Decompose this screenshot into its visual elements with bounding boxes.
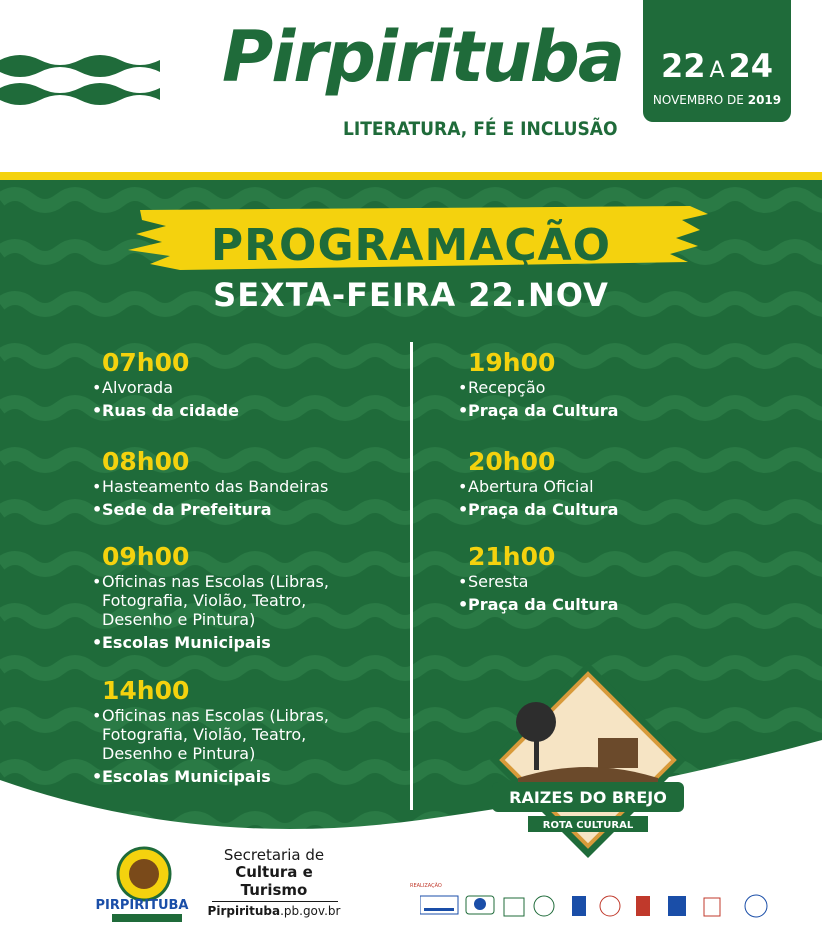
bullet-icon: • <box>458 401 469 420</box>
schedule-time: 14h00 <box>102 676 190 705</box>
bullet-icon: • <box>92 477 102 496</box>
date-year: 2019 <box>747 93 782 107</box>
website-domain-bold: Pirpirituba <box>207 904 281 918</box>
activity-line: Recepção <box>468 378 546 397</box>
yellow-divider <box>0 172 822 180</box>
location-text: Sede da Prefeitura <box>102 500 272 519</box>
schedule-activity <box>458 477 758 496</box>
municipal-crest-logo <box>504 898 524 916</box>
schedule-time: 21h00 <box>468 542 556 571</box>
schedule-location <box>458 500 758 519</box>
prefeitura-tagline-bar <box>112 914 182 922</box>
bullet-icon: • <box>92 633 103 652</box>
bullet-icon: • <box>92 378 102 397</box>
schedule-time: 09h00 <box>102 542 190 571</box>
schedule-item <box>458 348 758 420</box>
location-text: Ruas da cidade <box>102 401 239 420</box>
badge-subtitle: ROTA CULTURAL <box>542 820 634 831</box>
schedule-activity <box>92 572 392 591</box>
municipal-crest-logo <box>636 896 650 916</box>
schedule-activity-continued: Desenho e Pintura) <box>102 610 256 629</box>
bullet-icon: • <box>92 401 103 420</box>
schedule-time: 19h00 <box>468 348 556 377</box>
partner-logos-strip <box>420 890 780 922</box>
date-separator: A <box>709 58 725 83</box>
schedule-location <box>92 500 392 519</box>
municipal-crest-logo <box>572 896 586 916</box>
church-icon <box>598 738 638 768</box>
bullet-icon: • <box>92 572 102 591</box>
bullet-icon: • <box>458 572 468 591</box>
municipal-crest-logo <box>668 896 686 916</box>
bullet-icon: • <box>458 477 468 496</box>
schedule-item <box>458 447 758 519</box>
event-title: Pirpirituba <box>222 16 624 98</box>
date-month-year <box>643 93 791 107</box>
date-month: NOVEMBRO DE <box>652 93 744 107</box>
date-badge <box>643 0 791 122</box>
bullet-icon: • <box>92 767 103 786</box>
secretaria-name-line: Turismo <box>240 881 308 899</box>
secretaria-name <box>214 863 334 899</box>
schedule-activity <box>458 572 758 591</box>
event-subtitle: LITERATURA, FÉ E INCLUSÃO <box>343 118 618 140</box>
schedule-activity <box>458 378 758 397</box>
activity-line: Abertura Oficial <box>468 477 594 496</box>
date-end: 24 <box>728 47 774 85</box>
secretaria-rule <box>212 901 338 902</box>
raizes-do-brejo-badge <box>488 660 688 860</box>
badge-title: RAIZES DO BREJO <box>509 788 667 807</box>
municipal-crest-logo <box>600 896 620 916</box>
activity-line: Hasteamento das Bandeiras <box>102 477 329 496</box>
bullet-icon: • <box>92 500 103 519</box>
schedule-activity-continued: Fotografia, Violão, Teatro, <box>102 725 307 744</box>
schedule-time: 07h00 <box>102 348 190 377</box>
bullet-icon: • <box>458 595 469 614</box>
bullet-icon: • <box>92 706 102 725</box>
website-domain-rest: .pb.gov.br <box>280 904 341 918</box>
schedule-activity <box>92 378 392 397</box>
activity-line: Oficinas nas Escolas (Libras, <box>102 706 329 725</box>
prefeitura-name: PIRPIRITUBA <box>95 898 189 913</box>
brejo-logo <box>466 896 494 914</box>
location-text: Praça da Cultura <box>468 595 619 614</box>
schedule-activity-continued: Desenho e Pintura) <box>102 744 256 763</box>
schedule-item <box>92 348 392 420</box>
schedule-item <box>458 542 758 614</box>
location-text: Praça da Cultura <box>468 500 619 519</box>
date-start: 22 <box>660 47 706 85</box>
date-range <box>643 47 791 85</box>
schedule-activity-continued: Fotografia, Violão, Teatro, <box>102 591 307 610</box>
municipal-crest-logo <box>534 896 554 916</box>
location-text: Escolas Municipais <box>102 633 271 652</box>
secretaria-label: Secretaria de <box>223 846 325 864</box>
program-day: SEXTA-FEIRA 22.NOV <box>213 276 609 314</box>
forum-logo <box>420 896 458 914</box>
wave-stripes-icon <box>0 50 170 120</box>
activity-line: Oficinas nas Escolas (Libras, <box>102 572 329 591</box>
location-text: Praça da Cultura <box>468 401 619 420</box>
schedule-location <box>458 401 758 420</box>
location-text: Escolas Municipais <box>102 767 271 786</box>
realizacao-label: REALIZAÇÃO <box>410 883 442 889</box>
municipal-crest-logo <box>704 898 720 916</box>
schedule-activity <box>92 706 392 725</box>
activity-line: Alvorada <box>102 378 173 397</box>
schedule-time: 08h00 <box>102 447 190 476</box>
bullet-icon: • <box>458 378 468 397</box>
bullet-icon: • <box>458 500 469 519</box>
activity-line: Seresta <box>468 572 529 591</box>
schedule-activity <box>92 477 392 496</box>
schedule-location <box>92 401 392 420</box>
secretaria-name-line: Cultura e <box>235 863 313 881</box>
program-heading: PROGRAMAÇÃO <box>210 220 612 271</box>
poster-header <box>0 0 822 172</box>
municipal-crest-logo <box>745 895 767 917</box>
schedule-time: 20h00 <box>468 447 556 476</box>
schedule-item <box>92 447 392 519</box>
program-panel <box>0 180 822 940</box>
website-link[interactable] <box>204 904 344 918</box>
schedule-item <box>92 542 392 652</box>
schedule-location <box>92 633 392 652</box>
schedule-location <box>458 595 758 614</box>
